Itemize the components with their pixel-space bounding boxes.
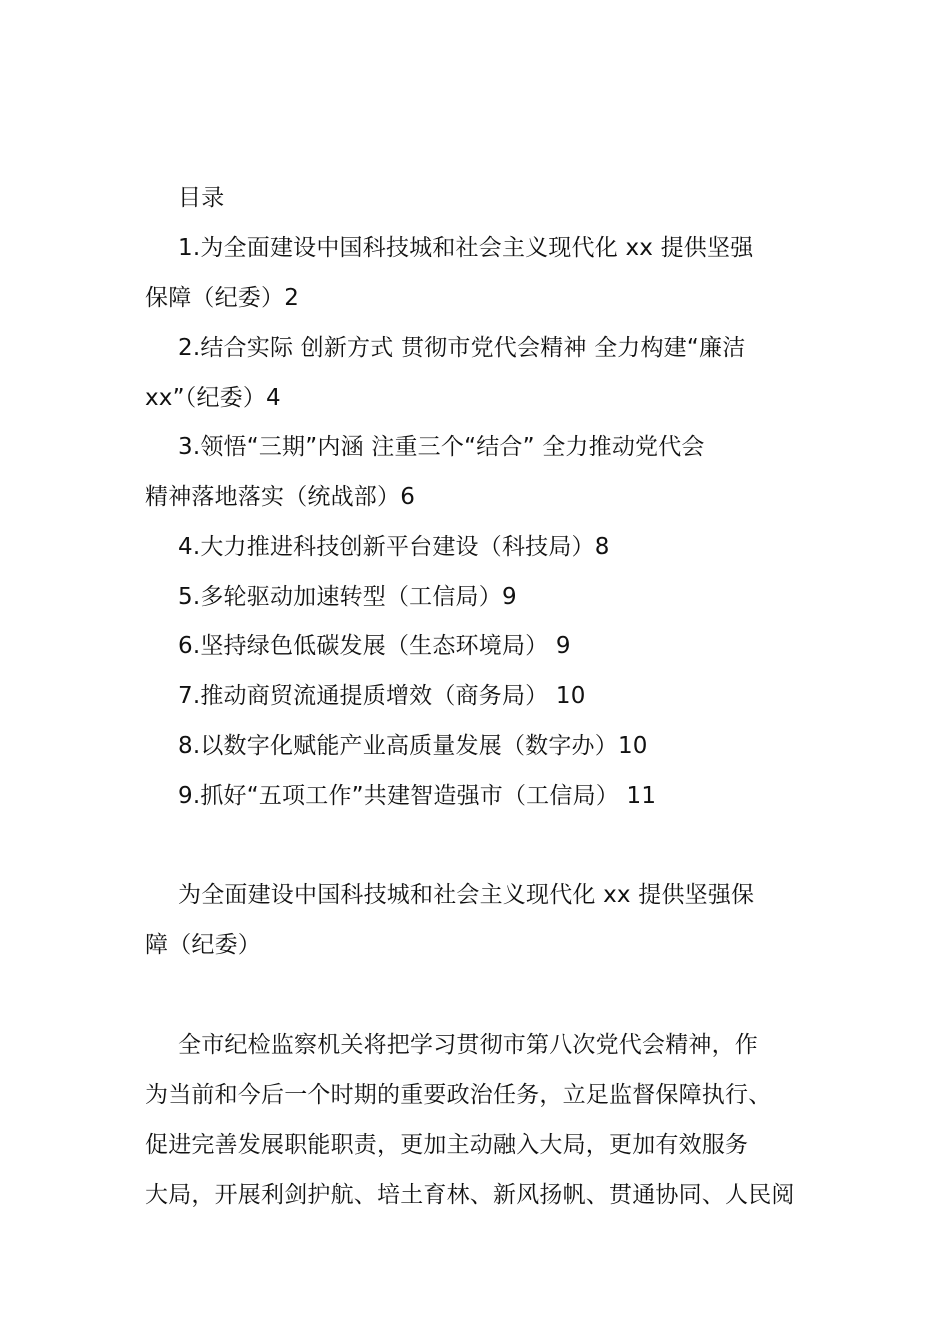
toc-entry-1-line-1[interactable]: 1.为全面建设中国科技城和社会主义现代化 xx 提供坚强 [178, 235, 754, 261]
toc-entry-9[interactable]: 9.抓好“五项工作”共建智造强市（工信局） 11 [178, 783, 657, 809]
body-line-4: 大局，开展利剑护航、培土育林、新风扬帆、贯通协同、人民阅 [145, 1182, 795, 1208]
section-heading-line-2: 障（纪委） [145, 932, 261, 958]
body-line-3: 促进完善发展职能职责，更加主动融入大局，更加有效服务 [145, 1132, 749, 1158]
toc-entry-2-line-2[interactable]: xx”（纪委）4 [145, 385, 281, 411]
toc-entry-2-line-1[interactable]: 2.结合实际 创新方式 贯彻市党代会精神 全力构建“廉洁 [178, 335, 746, 361]
toc-entry-5[interactable]: 5.多轮驱动加速转型（工信局）9 [178, 584, 517, 610]
section-heading-line-1: 为全面建设中国科技城和社会主义现代化 xx 提供坚强保 [178, 882, 755, 908]
toc-entry-3-line-2[interactable]: 精神落地落实（统战部）6 [145, 484, 416, 510]
body-line-1: 全市纪检监察机关将把学习贯彻市第八次党代会精神，作 [178, 1032, 758, 1058]
toc-entry-8[interactable]: 8.以数字化赋能产业高质量发展（数字办）10 [178, 733, 648, 759]
toc-entry-1-line-2[interactable]: 保障（纪委）2 [145, 285, 300, 311]
toc-title: 目录 [178, 185, 225, 211]
toc-entry-6[interactable]: 6.坚持绿色低碳发展（生态环境局） 9 [178, 633, 571, 659]
toc-entry-3-line-1[interactable]: 3.领悟“三期”内涵 注重三个“结合” 全力推动党代会 [178, 434, 705, 460]
toc-entry-4[interactable]: 4.大力推进科技创新平台建设（科技局）8 [178, 534, 610, 560]
toc-entry-7[interactable]: 7.推动商贸流通提质增效（商务局） 10 [178, 683, 586, 709]
body-line-2: 为当前和今后一个时期的重要政治任务，立足监督保障执行、 [145, 1082, 772, 1108]
